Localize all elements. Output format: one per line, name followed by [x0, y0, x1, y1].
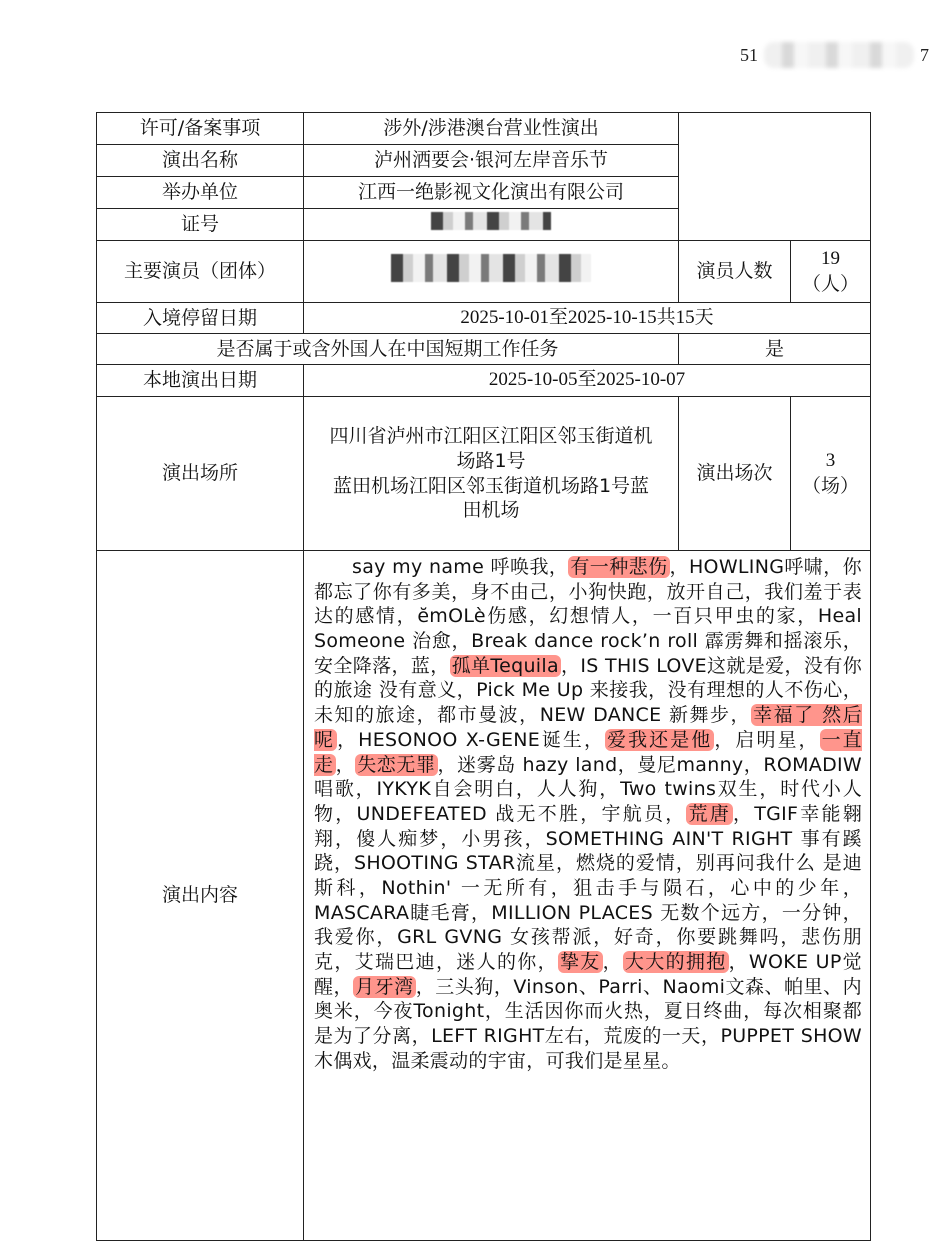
content-text: ，IS THIS LOVE这就是爱，没有你的旅途 没有意义，Pick Me Up 来接我，没有理想的人不伤心，未知的旅途，都市曼波，NEW DANCE 新舞步， — [314, 654, 862, 727]
content-text: ， — [602, 951, 623, 973]
content-text: ，迷雾岛 hazy land，曼尼manny，ROMADIW唱歌，IYKYK自会明白，人人狗，Two twins双生，时代小人物，UNDEFEATED 战无不胜，宇航员， — [314, 753, 862, 825]
permit-table — [96, 112, 871, 1241]
highlighted-song: 月牙湾 — [355, 975, 414, 998]
organizer-value: 江西一绝影视文化演出有限公司 — [304, 177, 679, 209]
cert-label: 证号 — [97, 209, 304, 241]
organizer-label: 举办单位 — [97, 177, 304, 209]
sessions-unit: （场） — [801, 474, 859, 497]
venue-line: 蓝田机场江阳区邻玉街道机场路1号蓝 — [332, 474, 650, 497]
venue-line: 田机场 — [462, 499, 520, 522]
content-text: ，三头狗，Vinson、Parri、Naomi文森、帕里、内奥米，今夜Tonight，生活因你而火热，夏日终曲，每次相聚都是为了分离，LEFT RIGHT左右，荒废的一天，PUPPET SHOW 木偶戏，温柔震动的宇宙，可我们是星星。 — [314, 975, 862, 1072]
highlighted-song: 幸福了 然后呢 — [314, 704, 862, 751]
content-text: say my name 呼唤我， — [352, 556, 569, 578]
highlighted-song: 孤单Tequila — [451, 654, 559, 677]
foreign-task-value: 是 — [679, 334, 871, 365]
redaction-block — [431, 212, 551, 230]
content-text: ，TGIF幸能翱翔，傻人痴梦，小男孩，SOMETHING AIN'T RIGHT 事有蹊跷，SHOOTING STAR流星，燃烧的爱情，别再问我什么 是迪斯科，Nothin' 一无所有，狙击手与陨石，心中的少年，MASCARA睫毛膏，MILLION PLACES 无数个远方，一分钟，我爱你，GRL GVNG 女孩帮派，好奇，你要跳舞吗，悲伤朋克，艾瑞巴迪，迷人的你， — [314, 802, 862, 973]
stay-label: 入境停留日期 — [97, 303, 304, 334]
sessions — [791, 397, 871, 551]
highlighted-song: 荒唐 — [688, 802, 731, 825]
content-text: ，HOWLING呼啸，你都忘了你有多美，身不由己，小狗快跑，放开自己，我们羞于表达的感情，ĕmOLè伤感，幻想情人，一百只甲虫的家，Heal Someone 治愈，Break dance rock’n roll 霹雳舞和摇滚乐，安全降落，蓝， — [314, 556, 862, 677]
highlighted-song: 挚友 — [559, 951, 601, 973]
highlighted-song: 爱我还是他 — [607, 728, 713, 751]
performer-count-value: 19 — [821, 247, 840, 269]
venue-label: 演出场所 — [97, 397, 304, 551]
highlighted-song: 大大的拥抱 — [624, 951, 727, 973]
venue-value — [304, 397, 679, 551]
show-name-value: 泸州洒要会·银河左岸音乐节 — [304, 145, 679, 177]
content-label: 演出内容 — [97, 551, 304, 1241]
content-text: ，WOKE UP觉醒， — [314, 951, 862, 998]
performer-count — [791, 241, 871, 303]
page-number-right: 7 — [920, 44, 929, 65]
permit-label: 许可/备案事项 — [97, 113, 304, 145]
page-number-left: 51 — [740, 44, 758, 65]
local-date-label: 本地演出日期 — [97, 365, 304, 397]
content-text: ，HESONOO X-GENE诞生， — [337, 728, 606, 751]
page-number-redaction — [764, 42, 914, 68]
content-value — [304, 551, 871, 1241]
highlighted-song: 一直走 — [314, 728, 862, 776]
venue-line: 四川省泸州市江阳区江阳区邻玉街道机 — [329, 425, 653, 448]
show-name-label: 演出名称 — [97, 145, 304, 177]
content-text: ， — [335, 753, 356, 776]
blank-cell — [679, 113, 871, 241]
content-text: ，启明星， — [714, 728, 820, 751]
stay-value: 2025-10-01至2025-10-15共15天 — [304, 303, 871, 334]
cert-value-redacted — [304, 209, 679, 241]
performer-label: 主要演员（团体） — [97, 241, 304, 303]
sessions-value: 3 — [825, 449, 836, 471]
venue-line: 场路1号 — [456, 449, 526, 472]
local-date-value: 2025-10-05至2025-10-07 — [304, 365, 871, 397]
foreign-task-label: 是否属于或含外国人在中国短期工作任务 — [97, 334, 679, 365]
highlighted-song: 失恋无罪 — [357, 753, 436, 776]
redaction-block — [391, 254, 591, 282]
performer-value-redacted — [304, 241, 679, 303]
performer-count-unit: （人） — [801, 272, 859, 295]
song-list — [314, 555, 862, 1073]
performer-count-label: 演员人数 — [679, 241, 791, 303]
page-number — [740, 42, 929, 68]
sessions-label: 演出场次 — [679, 397, 791, 551]
highlighted-song: 有一种悲伤 — [570, 556, 668, 578]
permit-value: 涉外/涉港澳台营业性演出 — [304, 113, 679, 145]
